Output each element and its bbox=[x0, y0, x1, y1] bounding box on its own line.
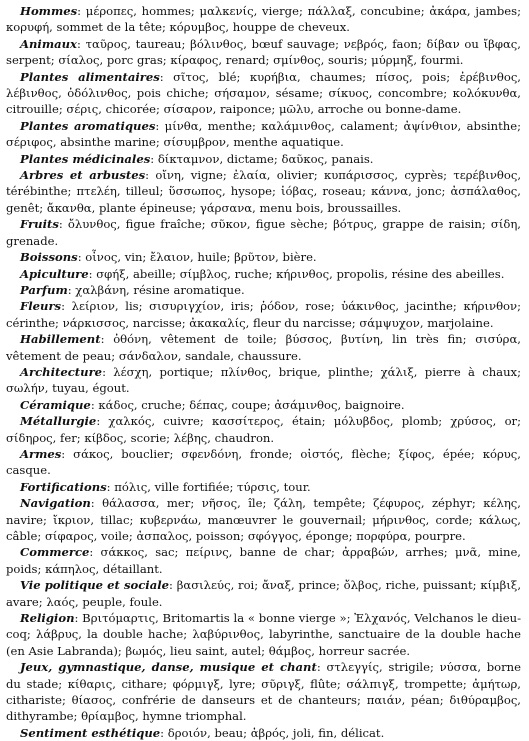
entry-sentiment-esthetique bbox=[6, 725, 521, 741]
entry-commerce bbox=[6, 544, 521, 577]
entry-heading: Parfum bbox=[20, 282, 68, 297]
entry-text: : ταῦρος, taureau; βόλινθος, bœuf sauvage; νεβρός, faon; δίβαν ou ἴβφας, serpent; σίαλος, porc gras; κίραφος, renard; σμίνθος, souris; μύρμηξ, fourmi. bbox=[6, 36, 521, 68]
entry-text: : Βριτόμαρτις, Britomartis la « bonne vierge »; Ἐλχανός, Velchanos le dieu-coq; λάβρυς, la double hache; λαβύρινθος, labyrinthe, sanctuaire de la double hache (en Asie Labranda); βωμός, lieu saint, autel; θάμβος, horreur sacrée. bbox=[6, 611, 521, 658]
entry-heading: Arbres et arbustes bbox=[20, 168, 146, 183]
entry-text: : οἶνος, vin; ἔλαιον, huile; βρῦτον, bière. bbox=[77, 250, 317, 265]
entry-heading: Boissons bbox=[20, 250, 78, 265]
entry-metallurgie bbox=[6, 413, 521, 446]
entry-boissons bbox=[6, 249, 521, 265]
entry-heading: Armes bbox=[20, 446, 62, 461]
entry-fortifications bbox=[6, 479, 521, 495]
entry-fleurs bbox=[6, 298, 521, 331]
entry-heading: Fortifications bbox=[20, 479, 107, 494]
entry-heading: Hommes bbox=[20, 4, 78, 18]
entry-text: : λέσχη, portique; πλίνθος, brique, plinthe; χάλιξ, pierre à chaux; σωλήν, tuyau, égout. bbox=[6, 364, 521, 396]
entry-text: : σῖτος, blé; κυρήβια, chaumes; πίσος, pois; ἐρέβινθος, λέβινθος, ὀδόλινθος, pois chiche; σήσαμον, sésame; σίκυος, concombre; κολόκυνθα, citrouille; σέρις, chicorée; σίσαρον, raiponce; μῶλυ, arroche ou bonne-dame. bbox=[6, 69, 521, 117]
entry-apiculture bbox=[6, 266, 521, 282]
entry-heading: Plantes médicinales bbox=[20, 151, 151, 166]
entry-heading: Céramique bbox=[20, 397, 91, 412]
entry-text: : δροιόν, beau; ἁβρός, joli, fin, délicat. bbox=[160, 725, 385, 740]
entry-text: : χαλβάνη, résine aromatique. bbox=[67, 282, 245, 297]
entry-heading: Commerce bbox=[20, 545, 90, 560]
entry-ceramique bbox=[6, 397, 521, 413]
entry-text: : βασιλεύς, roi; ἄναξ, prince; ὄλβος, riche, puissant; κίμβιξ, avare; λαός, peuple, foule. bbox=[6, 578, 522, 609]
entry-heading: Fleurs bbox=[20, 299, 62, 314]
entry-text: : σάκκος, sac; πείρινς, banne de char; ἀρραβών, arrhes; μνᾶ, mine, poids; κάπηλος, détaillant. bbox=[6, 545, 521, 576]
entry-heading: Animaux bbox=[20, 36, 77, 51]
entry-jeux bbox=[6, 659, 521, 725]
entry-fruits bbox=[6, 216, 521, 249]
entry-text: : στλεγγίς, strigile; νύσσα, borne du stade; κίθαρις, cithare; φόρμιγξ, lyre; σῦριγξ, flûte; σάλπιγξ, trompette; ἀμήτωρ, cithariste; θίασος, confrérie de danseurs et de chanteurs; παιάν, péan; διθύραμβος, dithyrambe; θρίαμβος, hymne triomphal. bbox=[6, 660, 521, 724]
entry-text: : λείριον, lis; σισυριγχίον, iris; ῥόδον, rose; ὑάκινθος, jacinthe; κήρινθον; cérinthe; νάρκισσος, narcisse; ἀκακαλίς, fleur du narcisse; σάμψυχον, marjolaine. bbox=[6, 299, 521, 330]
entry-heading: Vie politique et sociale bbox=[20, 578, 170, 593]
entry-heading: Sentiment esthétique bbox=[20, 725, 161, 740]
entry-heading: Navigation bbox=[20, 496, 91, 511]
entry-text: : ὄλυνθος, figue fraîche; σῦκον, figue sèche; βότρυς, grappe de raisin; σίδη, grenade. bbox=[6, 217, 521, 248]
entry-arbres-arbustes bbox=[6, 167, 521, 216]
entry-heading: Fruits bbox=[20, 217, 59, 232]
entry-heading: Apiculture bbox=[20, 266, 89, 281]
entry-text: : πόλις, ville fortifiée; τύρσις, tour. bbox=[106, 479, 311, 494]
entry-heading: Architecture bbox=[20, 364, 103, 379]
entry-text: : ὀθόνη, vêtement de toile; βύσσος, βυτίνη, lin très fin; σισύρα, vêtement de peau; σάνδαλον, sandale, chaussure. bbox=[6, 332, 521, 363]
entry-plantes-aromatiques bbox=[6, 118, 521, 151]
entry-text: : θάλασσα, mer; νῆσος, île; ζάλη, tempête; ζέφυρος, zéphyr; κέλης, navire; ἴκριον, tillac; κυβερνάω, manœuvrer le gouvernail; μήρινθος, corde; κάλως, câble; σίφαρος, voile; ἀσπαλος, poisson; σφόγγος, éponge; πορφύρα, pourpre. bbox=[6, 496, 521, 543]
entry-heading: Plantes alimentaires bbox=[20, 69, 160, 84]
entry-text: : μίνθα, menthe; καλάμινθος, calament; ἀψίνθιον, absinthe; σέριφος, absinthe marine; σίσυμβρον, menthe aquatique. bbox=[6, 118, 521, 150]
entry-text: : μέροπες, hommes; μαλκενίς, vierge; πάλλαξ, concubine; ἀκάρα, jambes; κορυφή, sommet de la tête; κόρυμβος, houppe de cheveux. bbox=[6, 4, 521, 35]
entry-text: : οἴνη, vigne; ἐλαία, olivier; κυπάρισσος, cyprès; τερέβινθος, térébinthe; πτελέη, tilleul; ὕσσωπος, hysope; ἰόβας, roseau; κάννα, jonc; ἀσπάλαθος, genêt; ἄκανθα, plante épineuse; γάρσανα, menu bois, broussailles. bbox=[6, 168, 522, 215]
entry-text: : δίκταμνον, dictame; δαῦκος, panais. bbox=[150, 151, 374, 166]
entry-architecture bbox=[6, 364, 521, 397]
entry-heading: Métallurgie bbox=[20, 414, 97, 429]
entry-habillement bbox=[6, 331, 521, 364]
entry-heading: Habillement bbox=[20, 332, 101, 347]
entry-heading: Religion bbox=[20, 611, 75, 626]
entry-animaux bbox=[6, 36, 521, 69]
entry-heading: Jeux, gymnastique, danse, musique et chant bbox=[20, 660, 317, 675]
entry-parfum bbox=[6, 282, 521, 298]
entry-text: : κάδος, cruche; δέπας, coupe; ἀσάμινθος, baignoire. bbox=[90, 397, 405, 412]
entry-plantes-medicinales bbox=[6, 151, 521, 167]
entry-vie-politique bbox=[6, 577, 521, 610]
entry-plantes-alimentaires bbox=[6, 69, 521, 118]
entry-navigation bbox=[6, 495, 521, 544]
entry-text: : χαλκός, cuivre; κασσίτερος, étain; μόλυβδος, plomb; χρύσος, or; σίδηρος, fer; κίβδος, scorie; λέβης, chaudron. bbox=[6, 414, 521, 445]
entry-text: : σάκος, bouclier; σφενδόνη, fronde; οἰστός, flèche; ξίφος, épée; κόρυς, casque. bbox=[6, 446, 521, 478]
entry-hommes bbox=[6, 3, 521, 36]
entry-heading: Plantes aromatiques bbox=[20, 118, 156, 133]
entry-text: : σφήξ, abeille; σίμβλος, ruche; κήρινθος, propolis, résine des abeilles. bbox=[88, 266, 505, 281]
entry-religion bbox=[6, 610, 521, 659]
entry-armes bbox=[6, 446, 521, 479]
